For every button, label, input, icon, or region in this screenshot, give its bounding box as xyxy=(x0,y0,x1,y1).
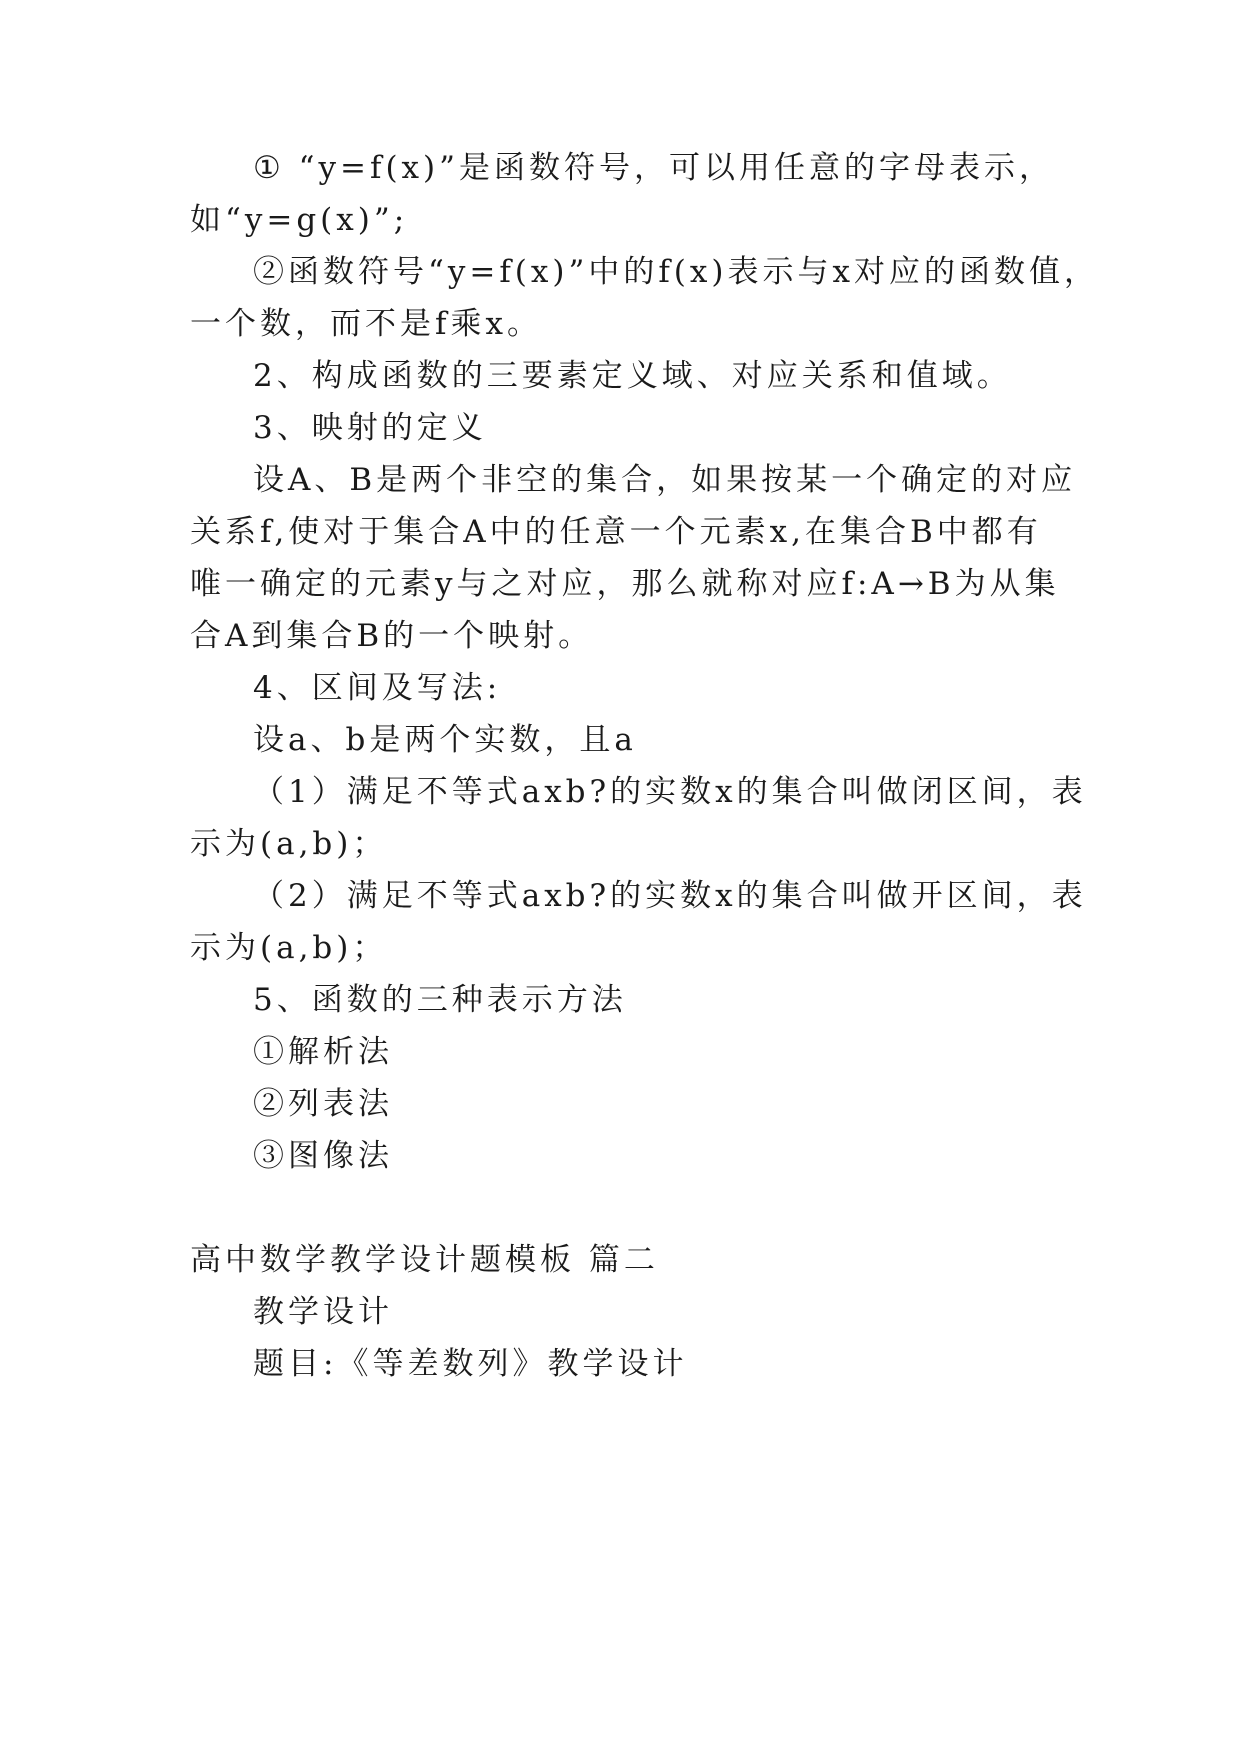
text-line: 设A、B是两个非空的集合，如果按某一个确定的对应 xyxy=(253,462,1077,498)
text-line: 教学设计 xyxy=(253,1294,393,1330)
list-item: ①解析法 xyxy=(253,1034,393,1070)
list-item: ②列表法 xyxy=(253,1086,393,1122)
text-line: 2、构成函数的三要素定义域、对应关系和值域。 xyxy=(253,358,1012,394)
section-heading: 3、映射的定义 xyxy=(253,410,487,446)
text-line: 如“y=g(x)”; xyxy=(190,202,409,238)
text-line: （2）满足不等式axb?的实数x的集合叫做开区间，表 xyxy=(253,878,1087,914)
text-line: ②函数符号“y=f(x)”中的f(x)表示与x对应的函数值， xyxy=(253,254,1099,290)
text-line: 合A到集合B的一个映射。 xyxy=(190,618,594,654)
text-line: 示为(a,b)； xyxy=(190,930,388,966)
section-heading: 5、函数的三种表示方法 xyxy=(253,982,627,1018)
list-item: ③图像法 xyxy=(253,1138,393,1174)
section-heading: 4、区间及写法: xyxy=(253,670,502,706)
text-line: 一个数，而不是f乘x。 xyxy=(190,306,542,342)
text-line: 设a、b是两个实数，且a xyxy=(253,722,637,758)
text-line: ① “y=f(x)”是函数符号，可以用任意的字母表示， xyxy=(253,150,1054,186)
text-line: 关系f,使对于集合A中的任意一个元素x,在集合B中都有 xyxy=(190,514,1042,550)
text-line: 示为(a,b)； xyxy=(190,826,388,862)
text-line: 题目:《等差数列》教学设计 xyxy=(253,1346,688,1382)
document-title: 高中数学教学设计题模板 篇二 xyxy=(190,1242,659,1278)
text-line: 唯一确定的元素y与之对应，那么就称对应f:A→B为从集 xyxy=(190,566,1060,602)
text-line: （1）满足不等式axb?的实数x的集合叫做闭区间，表 xyxy=(253,774,1087,810)
